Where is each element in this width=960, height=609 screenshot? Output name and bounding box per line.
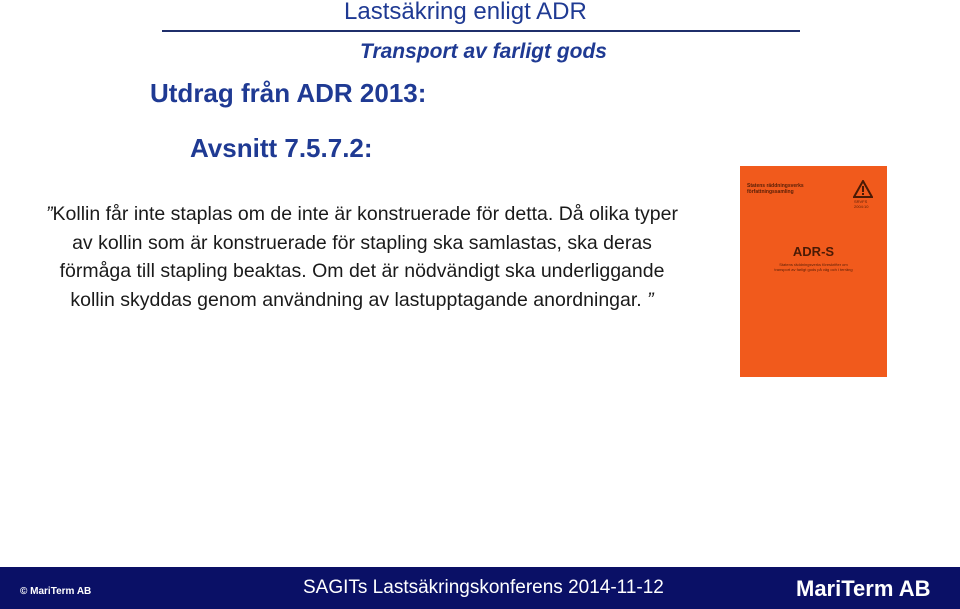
warning-triangle-icon <box>853 180 873 198</box>
quote-text: Kollin får inte staplas om de inte är konstruerade för detta. Då olika typer av kollin som är konstruerade för stapling ska samlastas, ska deras förmåga till stapling beaktas. Om det är nödvändigt ska underliggande kollin skyddas genom användning av lastupptagande anordningar. <box>52 203 678 311</box>
cover-desc-line1: Statens räddningsverks föreskrifter om <box>779 262 848 267</box>
section-heading: Avsnitt 7.5.7.2: <box>190 133 373 163</box>
quote-open-mark: ” <box>46 203 53 225</box>
cover-publisher <box>747 183 804 195</box>
cover-publisher-line1: Statens räddningsverks <box>747 183 804 189</box>
cover-code <box>854 199 868 209</box>
quote-close-mark: ” <box>647 288 654 311</box>
cover-title: ADR-S <box>792 244 835 259</box>
header-rule <box>162 30 800 32</box>
footer-bar <box>0 567 960 609</box>
footer-conference: SAGITs Lastsäkringskonferens 2014-11-12 <box>303 577 664 598</box>
footer-copyright: © MariTerm AB <box>20 586 92 597</box>
excerpt-heading: Utdrag från ADR 2013: <box>150 78 427 108</box>
cover-code-line2: 2004:10 <box>854 204 869 209</box>
header-subtitle: Transport av farligt gods <box>360 40 607 63</box>
quote-block <box>40 200 684 314</box>
footer-brand-logo: MariTerm AB <box>796 576 931 601</box>
cover-description <box>740 262 887 272</box>
cover-publisher-line2: författningssamling <box>747 189 794 195</box>
adr-s-cover-image <box>740 166 887 377</box>
cover-desc-line2: transport av farligt gods på väg och i terräng <box>774 267 853 272</box>
header-title: Lastsäkring enligt ADR <box>344 0 587 25</box>
cover-code-line1: SRVFS <box>854 199 868 204</box>
